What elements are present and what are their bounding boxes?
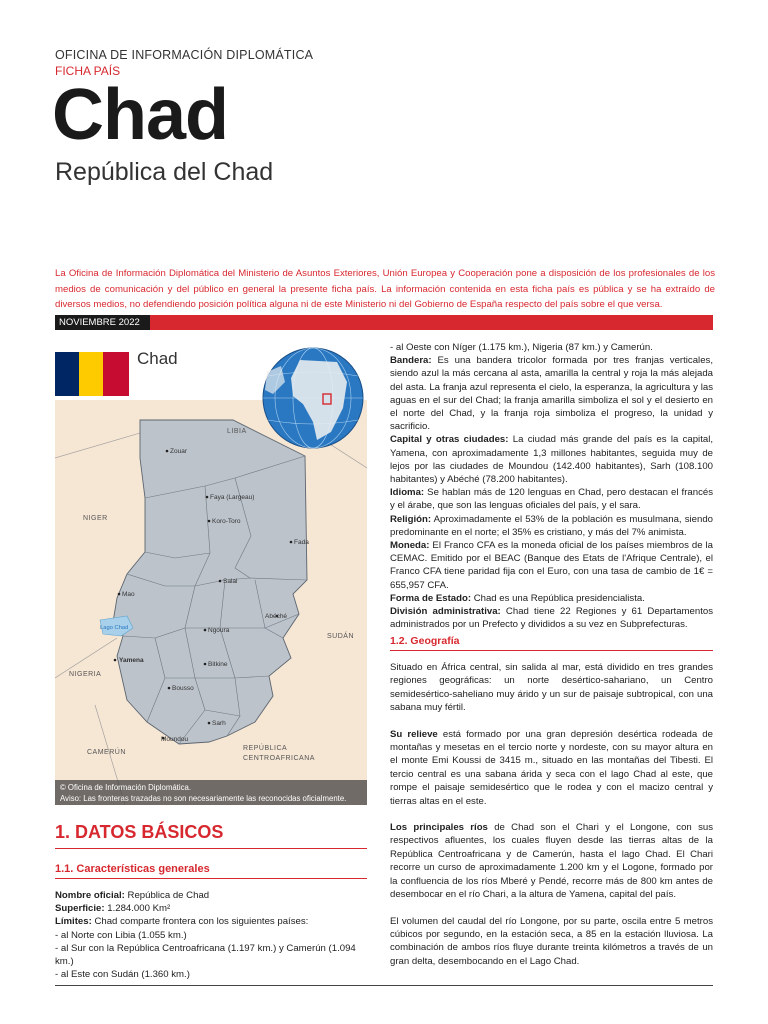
forma-paragraph [390, 592, 713, 605]
division-text: Chad tiene 22 Regiones y 61 Departamentos administrados por un Prefecto y divididos a su vez en Subprefecturas. [390, 606, 713, 631]
basic-data-right [390, 341, 713, 631]
idioma-label: Idioma: [390, 487, 425, 499]
date-bar [55, 315, 713, 330]
bandera-label: Bandera: [390, 355, 432, 367]
map-caption [55, 780, 367, 805]
label-sudan: SUDÁN [327, 633, 355, 640]
label-nigeria: NIGERIA [69, 671, 102, 678]
section-1-1-rule [55, 878, 367, 879]
city-salal: Salal [223, 578, 238, 585]
geo-intro: Situado en África central, sin salida al mar, está dividido en tres grandes regiones geográficas: un norte desértico-sahariano, un Centro semidesértico-saheliano muy árido y un sur de paisaje subtropical, con una sabana muy fértil. [390, 662, 713, 714]
intro-disclaimer: La Oficina de Información Diplomática del Ministerio de Asuntos Exteriores, Unión Europea y Cooperación pone a disposición de los profesionales de los medios de comunicación y del público en general la presente ficha país. La información contenida en esta ficha país es pública y se ha extraído de diversos medios, no defendiendo posición política alguna ni de este Ministerio ni del Gobierno de España respecto del país sobre el que versa. [55, 268, 715, 310]
date-label: NOVIEMBRE 2022 [55, 315, 150, 330]
section-1-title: 1. DATOS BÁSICOS [55, 822, 224, 842]
idioma-text: Se hablan más de 120 lenguas en Chad, pero destacan el francés y el árabe, que son las lenguas oficiales del país, y el sara. [390, 487, 713, 512]
relieve-paragraph [390, 728, 713, 808]
globe-icon [263, 348, 363, 448]
city-abeche: Abéché [265, 613, 288, 620]
city-zouar: Zouar [170, 448, 187, 455]
rios-text: de Chad son el Chari y el Longone, con sus respectivos afluentes, los cuales fluyen desde las tierras altas de la República Centroafricana y de Camerún, hasta el lago Chad. El Chari recorre un curso de aproximadamente 1.200 km y el Logone, formado por la confluencia de los ríos Mberé y Pendé, recorre más de 800 km antes de desembocar en el río Chari, a la altura de Yamena, capital del país. [390, 822, 713, 901]
label-rca-1: REPÚBLICA [243, 745, 288, 752]
forma-label: Forma de Estado: [390, 592, 472, 604]
rios-label: Los principales ríos [390, 822, 488, 834]
limite-este: - al Este con Sudán (1.360 km.) [55, 969, 190, 981]
moneda-paragraph [390, 539, 713, 592]
flag-icon [55, 352, 129, 396]
section-1-1-title: 1.1. Características generales [55, 863, 210, 875]
flag-yellow-stripe [79, 352, 103, 396]
map-country-label: Chad [137, 349, 178, 368]
limites-value: Chad comparte frontera con los siguientes países: [91, 916, 309, 928]
section-1-rule [55, 848, 367, 849]
limite-norte: - al Norte con Libia (1.055 km.) [55, 929, 187, 941]
moneda-text: El Franco CFA es la moneda oficial de los países miembros de la CEMAC. Emitido por el BEAC (Banque des Etats de l'Afrique Centrale), el Franco CFA tiene paridad fija con el Euro, con una tasa de cambio de 1€ = 655,957 CFA. [390, 540, 713, 591]
religion-paragraph [390, 513, 713, 539]
bandera-text: Es una bandera tricolor formada por tres franjas verticales, siendo azul la más cercana al asta, amarilla la central y roja la más alejada del asta. La franja azul representa el cielo, la esperanza, la agricultura y las aguas en el sur del Chad; la franja amarilla simboliza el sol y el desierto en el norte del Chad, y la franja roja simboliza el progreso, la unidad y sacrificio. [390, 355, 713, 433]
capital-text: La ciudad más grande del país es la capital, Yamena, con aproximadamente 1,3 millones habitantes, seguida muy de lejos por las ciudades de Moundou (142.400 habitantes), Sarh (108.100 habitantes) y Abéché (78.200 habitantes). [390, 434, 713, 486]
capital-label: Capital y otras ciudades: [390, 434, 509, 446]
capital-paragraph [390, 433, 713, 486]
section-1-2-rule [390, 650, 713, 651]
flag-blue-stripe [55, 352, 79, 396]
city-koro-toro: Koro-Toro [212, 518, 241, 525]
city-moundou: Moundou [161, 736, 189, 743]
city-ngoura: Ngoura [208, 627, 230, 634]
nombre-label: Nombre oficial: [55, 890, 125, 901]
bandera-paragraph [390, 354, 713, 433]
limite-oeste: - al Oeste con Níger (1.175 km.), Nigeria (87 km.) y Camerún. [390, 342, 653, 353]
volumen-paragraph: El volumen del caudal del río Longone, por su parte, oscila entre 5 metros cúbicos por segundo, en la estación seca, a 85 en la estación lluviosa. La combinación de ambos ríos fluye durante treinta kilómetros a través de un gran delta, desembocando en el Lago Chad. [390, 915, 713, 967]
label-niger: NIGER [83, 515, 108, 522]
page-title: Chad [52, 75, 228, 155]
lake-chad-label: Lago Chad [100, 625, 129, 631]
city-mao: Mao [122, 591, 135, 598]
city-bousso: Bousso [172, 685, 194, 692]
city-sarh: Sarh [212, 720, 226, 727]
relieve-label: Su relieve [390, 728, 438, 740]
label-rca-2: CENTROAFRICANA [243, 755, 315, 762]
basic-data-left [55, 889, 367, 981]
limite-sur: - al Sur con la República Centroafricana (1.197 km.) y Camerún (1.094 km.) [55, 942, 356, 968]
footer-rule [55, 985, 713, 986]
label-libia: LIBIA [227, 428, 247, 435]
relieve-text: está formado por una gran depresión desértica rodeada de montañas y mesetas en el tercio norte y nordeste, con su mayor altura en el monte Emi Koussi de 3415 m., situado en las montañas del Tibesti. El tercio central es una sabana árida y seca con el lago Chad al este, que rompe el paisaje semidesértico que le rodea y con el macizo central y tierras altas en el este. [390, 728, 713, 807]
section-1-2-title: 1.2. Geografía [390, 635, 460, 647]
ficha-label: FICHA PAÍS [55, 64, 121, 78]
city-fada: Fada [294, 539, 309, 546]
chad-map [55, 338, 367, 805]
nombre-value: República de Chad [124, 890, 210, 901]
division-label: División administrativa: [390, 606, 501, 618]
geography-text [390, 661, 713, 981]
superficie-label: Superficie: [55, 903, 105, 915]
rios-paragraph [390, 821, 713, 901]
limites-label: Límites: [55, 916, 92, 928]
label-camerun: CAMERÚN [87, 749, 126, 756]
map-panel [55, 338, 367, 805]
moneda-label: Moneda: [390, 540, 430, 552]
chad-shape [113, 420, 307, 744]
city-yamena: Yamena [119, 657, 144, 664]
page-subtitle: República del Chad [55, 158, 274, 186]
division-paragraph [390, 605, 713, 631]
city-bitkine: Bitkine [208, 661, 228, 668]
office-name: OFICINA DE INFORMACIÓN DIPLOMÁTICA [55, 48, 314, 62]
superficie-value: 1.284.000 Km² [104, 903, 171, 915]
city-faya: Faya (Largeau) [210, 494, 255, 501]
religion-text: Aproximadamente el 53% de la población es musulmana, siendo predominante en el norte; el 35% es cristiano, y más del 7% animista. [390, 513, 713, 538]
forma-text: Chad es una República presidencialista. [471, 592, 645, 604]
map-caption-line2: Aviso: Las fronteras trazadas no son necesariamente las reconocidas oficialmente. [60, 794, 347, 803]
idioma-paragraph [390, 486, 713, 512]
flag-red-stripe [103, 352, 129, 396]
map-caption-line1: © Oficina de Información Diplomática. [60, 783, 191, 792]
religion-label: Religión: [390, 513, 432, 525]
